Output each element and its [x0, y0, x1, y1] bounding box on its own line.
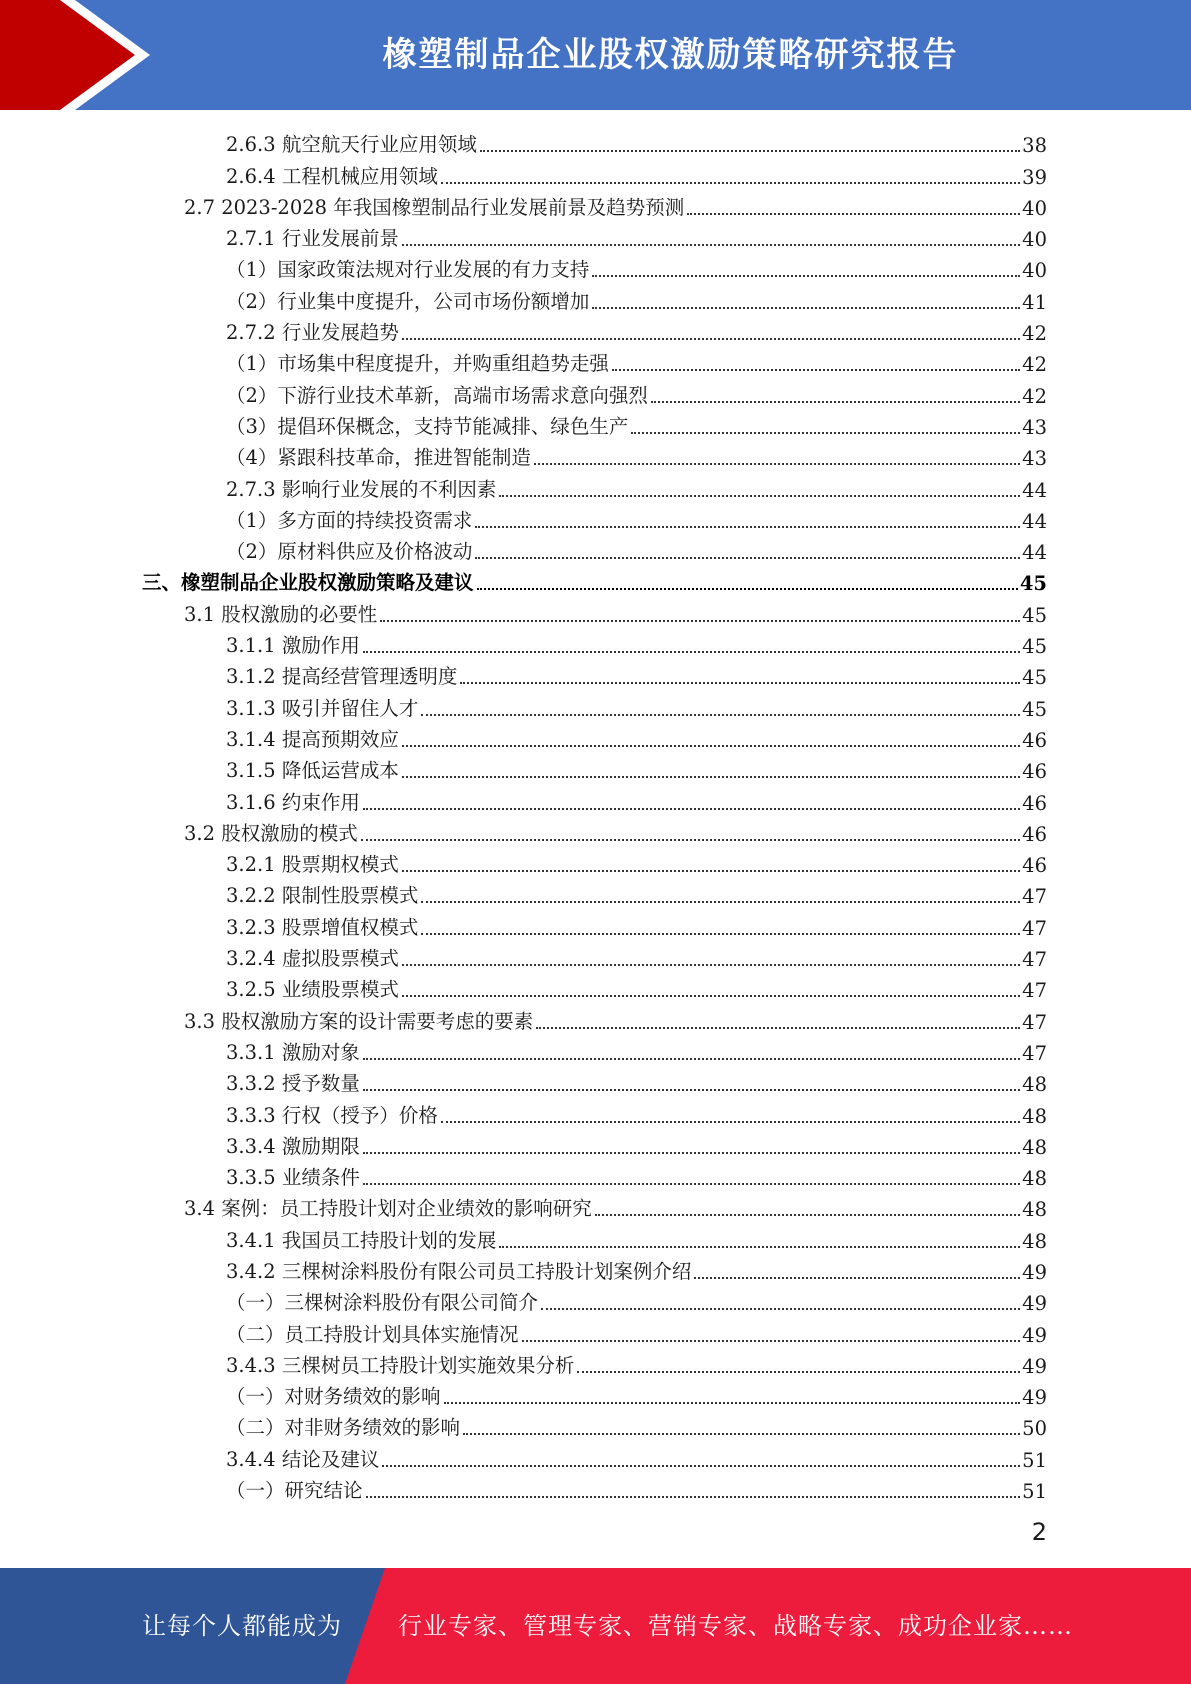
toc-entry[interactable] — [0, 535, 1191, 566]
toc-dot-leader — [402, 745, 1020, 747]
toc-entry-page: 44 — [1022, 509, 1047, 533]
toc-dot-leader — [363, 651, 1020, 653]
footer-slogan-left: 让每个人都能成为 — [142, 1612, 342, 1640]
table-of-contents — [0, 128, 1191, 1505]
footer-slogan-right: 行业专家、管理专家、营销专家、战略专家、成功企业家…… — [398, 1612, 1073, 1640]
toc-entry-label: 3.4.2 三棵树涂料股份有限公司员工持股计划案例介绍 — [226, 1259, 692, 1283]
toc-dot-leader — [534, 463, 1020, 465]
toc-dot-leader — [480, 150, 1020, 152]
toc-entry-label: （1）多方面的持续投资需求 — [226, 508, 473, 532]
toc-entry[interactable] — [0, 1098, 1191, 1129]
toc-entry[interactable] — [0, 1067, 1191, 1098]
toc-dot-leader — [402, 776, 1020, 778]
toc-entry-label: 3.1.1 激励作用 — [226, 634, 360, 658]
toc-entry-label: （二）员工持股计划具体实施情况 — [226, 1322, 519, 1346]
toc-entry[interactable] — [0, 1286, 1191, 1317]
toc-entry-page: 46 — [1022, 822, 1047, 846]
toc-entry[interactable] — [0, 222, 1191, 253]
toc-entry[interactable] — [0, 1380, 1191, 1411]
toc-entry-label: 3.1.3 吸引并留住人才 — [226, 696, 419, 720]
toc-entry-label: 三、橡塑制品企业股权激励策略及建议 — [142, 571, 474, 595]
toc-entry[interactable] — [0, 910, 1191, 941]
toc-dot-leader — [382, 1465, 1020, 1467]
toc-entry[interactable] — [0, 597, 1191, 628]
toc-entry-page: 50 — [1022, 1417, 1047, 1441]
toc-entry-page: 47 — [1022, 1041, 1047, 1065]
toc-entry[interactable] — [0, 1474, 1191, 1505]
toc-entry[interactable] — [0, 1004, 1191, 1035]
toc-dot-leader — [361, 839, 1020, 841]
toc-entry-page: 42 — [1022, 322, 1047, 346]
toc-entry-page: 48 — [1022, 1198, 1047, 1222]
toc-entry[interactable] — [0, 723, 1191, 754]
toc-entry-page: 47 — [1022, 1010, 1047, 1034]
toc-entry-page: 46 — [1022, 760, 1047, 784]
toc-dot-leader — [460, 682, 1020, 684]
toc-dot-leader — [475, 526, 1020, 528]
toc-entry[interactable] — [0, 1442, 1191, 1473]
toc-entry[interactable] — [0, 754, 1191, 785]
toc-dot-leader — [363, 1152, 1020, 1154]
toc-entry-page: 43 — [1022, 415, 1047, 439]
toc-entry-label: 3.1.2 提高经营管理透明度 — [226, 665, 458, 689]
toc-entry[interactable] — [0, 472, 1191, 503]
toc-entry-page: 48 — [1022, 1073, 1047, 1097]
toc-entry[interactable] — [0, 629, 1191, 660]
toc-entry-label: 3.1 股权激励的必要性 — [184, 602, 378, 626]
toc-dot-leader — [522, 1340, 1021, 1342]
toc-dot-leader — [687, 213, 1020, 215]
toc-entry[interactable] — [0, 1036, 1191, 1067]
toc-entry[interactable] — [0, 785, 1191, 816]
toc-entry-page: 45 — [1022, 666, 1047, 690]
toc-entry-label: （一）研究结论 — [226, 1479, 363, 1503]
toc-entry-page: 47 — [1022, 948, 1047, 972]
toc-dot-leader — [631, 432, 1020, 434]
toc-entry-page: 45 — [1019, 572, 1047, 596]
toc-entry[interactable] — [0, 1130, 1191, 1161]
toc-entry-page: 46 — [1022, 854, 1047, 878]
toc-entry-label: 3.3.4 激励期限 — [226, 1134, 360, 1158]
toc-entry[interactable] — [0, 1255, 1191, 1286]
page-footer — [0, 1568, 1191, 1684]
toc-entry-label: （二）对非财务绩效的影响 — [226, 1416, 461, 1440]
toc-dot-leader — [363, 808, 1020, 810]
toc-dot-leader — [380, 620, 1020, 622]
toc-entry[interactable] — [0, 566, 1191, 597]
toc-entry-page: 49 — [1022, 1354, 1047, 1378]
toc-entry[interactable] — [0, 253, 1191, 284]
toc-dot-leader — [441, 1121, 1020, 1123]
toc-entry[interactable] — [0, 1317, 1191, 1348]
toc-dot-leader — [694, 1277, 1020, 1279]
toc-entry-page: 44 — [1022, 541, 1047, 565]
toc-dot-leader — [366, 1496, 1021, 1498]
toc-entry-label: 3.4.4 结论及建议 — [226, 1447, 380, 1471]
toc-dot-leader — [444, 1402, 1021, 1404]
toc-dot-leader — [592, 275, 1020, 277]
toc-entry[interactable] — [0, 191, 1191, 222]
toc-entry[interactable] — [0, 691, 1191, 722]
toc-entry-label: 3.2 股权激励的模式 — [184, 821, 358, 845]
toc-dot-leader — [363, 1183, 1020, 1185]
toc-dot-leader — [421, 933, 1020, 935]
toc-entry-page: 41 — [1022, 290, 1047, 314]
toc-entry-label: （3）提倡环保概念，支持节能减排、绿色生产 — [226, 414, 629, 438]
toc-dot-leader — [402, 964, 1020, 966]
toc-entry[interactable] — [0, 128, 1191, 159]
toc-entry[interactable] — [0, 504, 1191, 535]
toc-entry[interactable] — [0, 1223, 1191, 1254]
toc-dot-leader — [402, 338, 1020, 340]
toc-dot-leader — [421, 714, 1020, 716]
toc-entry-page: 49 — [1022, 1260, 1047, 1284]
toc-entry[interactable] — [0, 441, 1191, 472]
toc-entry[interactable] — [0, 1161, 1191, 1192]
toc-dot-leader — [536, 1027, 1020, 1029]
toc-dot-leader — [577, 1371, 1020, 1373]
toc-entry-page: 45 — [1022, 635, 1047, 659]
toc-entry-label: （一）三棵树涂料股份有限公司简介 — [226, 1291, 539, 1315]
toc-entry-label: 3.1.5 降低运营成本 — [226, 759, 399, 783]
toc-entry[interactable] — [0, 347, 1191, 378]
toc-entry-label: 2.6.3 航空航天行业应用领域 — [226, 133, 477, 157]
toc-entry-label: （2）行业集中度提升，公司市场份额增加 — [226, 289, 590, 313]
toc-dot-leader — [441, 182, 1020, 184]
toc-entry-page: 46 — [1022, 728, 1047, 752]
toc-entry[interactable] — [0, 817, 1191, 848]
header-arrow-decoration — [0, 0, 160, 110]
toc-entry-page: 44 — [1022, 478, 1047, 502]
toc-dot-leader — [463, 1433, 1020, 1435]
toc-entry[interactable] — [0, 660, 1191, 691]
toc-dot-leader — [363, 1058, 1020, 1060]
toc-entry[interactable] — [0, 1411, 1191, 1442]
toc-entry-page: 49 — [1022, 1323, 1047, 1347]
toc-entry-label: 3.2.4 虚拟股票模式 — [226, 947, 399, 971]
report-title: 橡塑制品企业股权激励策略研究报告 — [382, 35, 959, 75]
toc-dot-leader — [475, 557, 1020, 559]
toc-entry-page: 45 — [1022, 603, 1047, 627]
toc-entry-label: 3.4.3 三棵树员工持股计划实施效果分析 — [226, 1353, 575, 1377]
toc-entry-label: （2）下游行业技术革新，高端市场需求意向强烈 — [226, 383, 648, 407]
toc-entry-label: 3.2.2 限制性股票模式 — [226, 884, 419, 908]
toc-entry-page: 39 — [1022, 165, 1047, 189]
toc-dot-leader — [363, 1089, 1020, 1091]
toc-entry[interactable] — [0, 1349, 1191, 1380]
page-number: 2 — [1031, 1518, 1047, 1546]
toc-entry-label: 2.7.1 行业发展前景 — [226, 227, 399, 251]
toc-dot-leader — [541, 1308, 1020, 1310]
toc-entry[interactable] — [0, 378, 1191, 409]
toc-entry-page: 48 — [1022, 1104, 1047, 1128]
toc-entry[interactable] — [0, 942, 1191, 973]
toc-dot-leader — [421, 901, 1020, 903]
toc-entry-page: 42 — [1022, 353, 1047, 377]
toc-entry-label: 2.7.3 影响行业发展的不利因素 — [226, 477, 497, 501]
toc-entry-page: 47 — [1022, 885, 1047, 909]
toc-entry-label: 2.6.4 工程机械应用领域 — [226, 164, 438, 188]
toc-entry-label: 3.3 股权激励方案的设计需要考虑的要素 — [184, 1009, 534, 1033]
toc-entry-label: （一）对财务绩效的影响 — [226, 1385, 441, 1409]
toc-entry-label: 2.7 2023-2028 年我国橡塑制品行业发展前景及趋势预测 — [184, 195, 685, 219]
toc-entry-page: 38 — [1022, 134, 1047, 158]
toc-dot-leader — [499, 1246, 1020, 1248]
toc-dot-leader — [651, 401, 1020, 403]
toc-entry-page: 40 — [1022, 196, 1047, 220]
toc-entry[interactable] — [0, 284, 1191, 315]
toc-entry-label: 3.2.1 股票期权模式 — [226, 853, 399, 877]
toc-entry-label: 3.4.1 我国员工持股计划的发展 — [226, 1228, 497, 1252]
toc-entry-page: 48 — [1022, 1135, 1047, 1159]
toc-entry-page: 49 — [1022, 1386, 1047, 1410]
toc-entry-label: （2）原材料供应及价格波动 — [226, 540, 473, 564]
toc-dot-leader — [592, 307, 1020, 309]
toc-entry[interactable] — [0, 316, 1191, 347]
toc-entry[interactable] — [0, 973, 1191, 1004]
toc-entry-label: 3.1.6 约束作用 — [226, 790, 360, 814]
toc-entry[interactable] — [0, 1192, 1191, 1223]
toc-entry-page: 43 — [1022, 447, 1047, 471]
toc-entry-label: 3.3.2 授予数量 — [226, 1072, 360, 1096]
toc-entry-page: 51 — [1022, 1480, 1047, 1504]
toc-entry-label: 3.2.5 业绩股票模式 — [226, 978, 399, 1002]
toc-entry-page: 40 — [1022, 259, 1047, 283]
toc-dot-leader — [595, 1214, 1020, 1216]
toc-entry-page: 40 — [1022, 228, 1047, 252]
toc-dot-leader — [402, 870, 1020, 872]
toc-entry-page: 47 — [1022, 979, 1047, 1003]
toc-entry-label: （1）市场集中程度提升，并购重组趋势走强 — [226, 352, 609, 376]
toc-entry[interactable] — [0, 410, 1191, 441]
toc-dot-leader — [402, 995, 1020, 997]
toc-entry-label: 3.3.1 激励对象 — [226, 1040, 360, 1064]
toc-entry-page: 48 — [1022, 1167, 1047, 1191]
toc-entry-label: 3.1.4 提高预期效应 — [226, 727, 399, 751]
toc-entry-label: 3.2.3 股票增值权模式 — [226, 915, 419, 939]
toc-dot-leader — [612, 369, 1020, 371]
toc-entry-label: 2.7.2 行业发展趋势 — [226, 321, 399, 345]
toc-entry-label: 3.3.3 行权（授予）价格 — [226, 1103, 438, 1127]
toc-entry-label: （1）国家政策法规对行业发展的有力支持 — [226, 258, 590, 282]
toc-dot-leader — [402, 244, 1020, 246]
toc-entry[interactable] — [0, 159, 1191, 190]
toc-entry-page: 47 — [1022, 916, 1047, 940]
toc-entry-page: 46 — [1022, 791, 1047, 815]
toc-dot-leader — [499, 495, 1020, 497]
toc-entry-page: 42 — [1022, 384, 1047, 408]
toc-entry-page: 49 — [1022, 1292, 1047, 1316]
toc-entry[interactable] — [0, 879, 1191, 910]
toc-dot-leader — [477, 588, 1018, 590]
page-header — [0, 0, 1191, 110]
toc-entry[interactable] — [0, 848, 1191, 879]
toc-entry-label: 3.3.5 业绩条件 — [226, 1166, 360, 1190]
toc-entry-page: 48 — [1022, 1229, 1047, 1253]
toc-entry-page: 45 — [1022, 697, 1047, 721]
toc-entry-label: （4）紧跟科技革命，推进智能制造 — [226, 446, 531, 470]
toc-entry-page: 51 — [1022, 1448, 1047, 1472]
toc-entry-label: 3.4 案例：员工持股计划对企业绩效的影响研究 — [184, 1197, 592, 1221]
